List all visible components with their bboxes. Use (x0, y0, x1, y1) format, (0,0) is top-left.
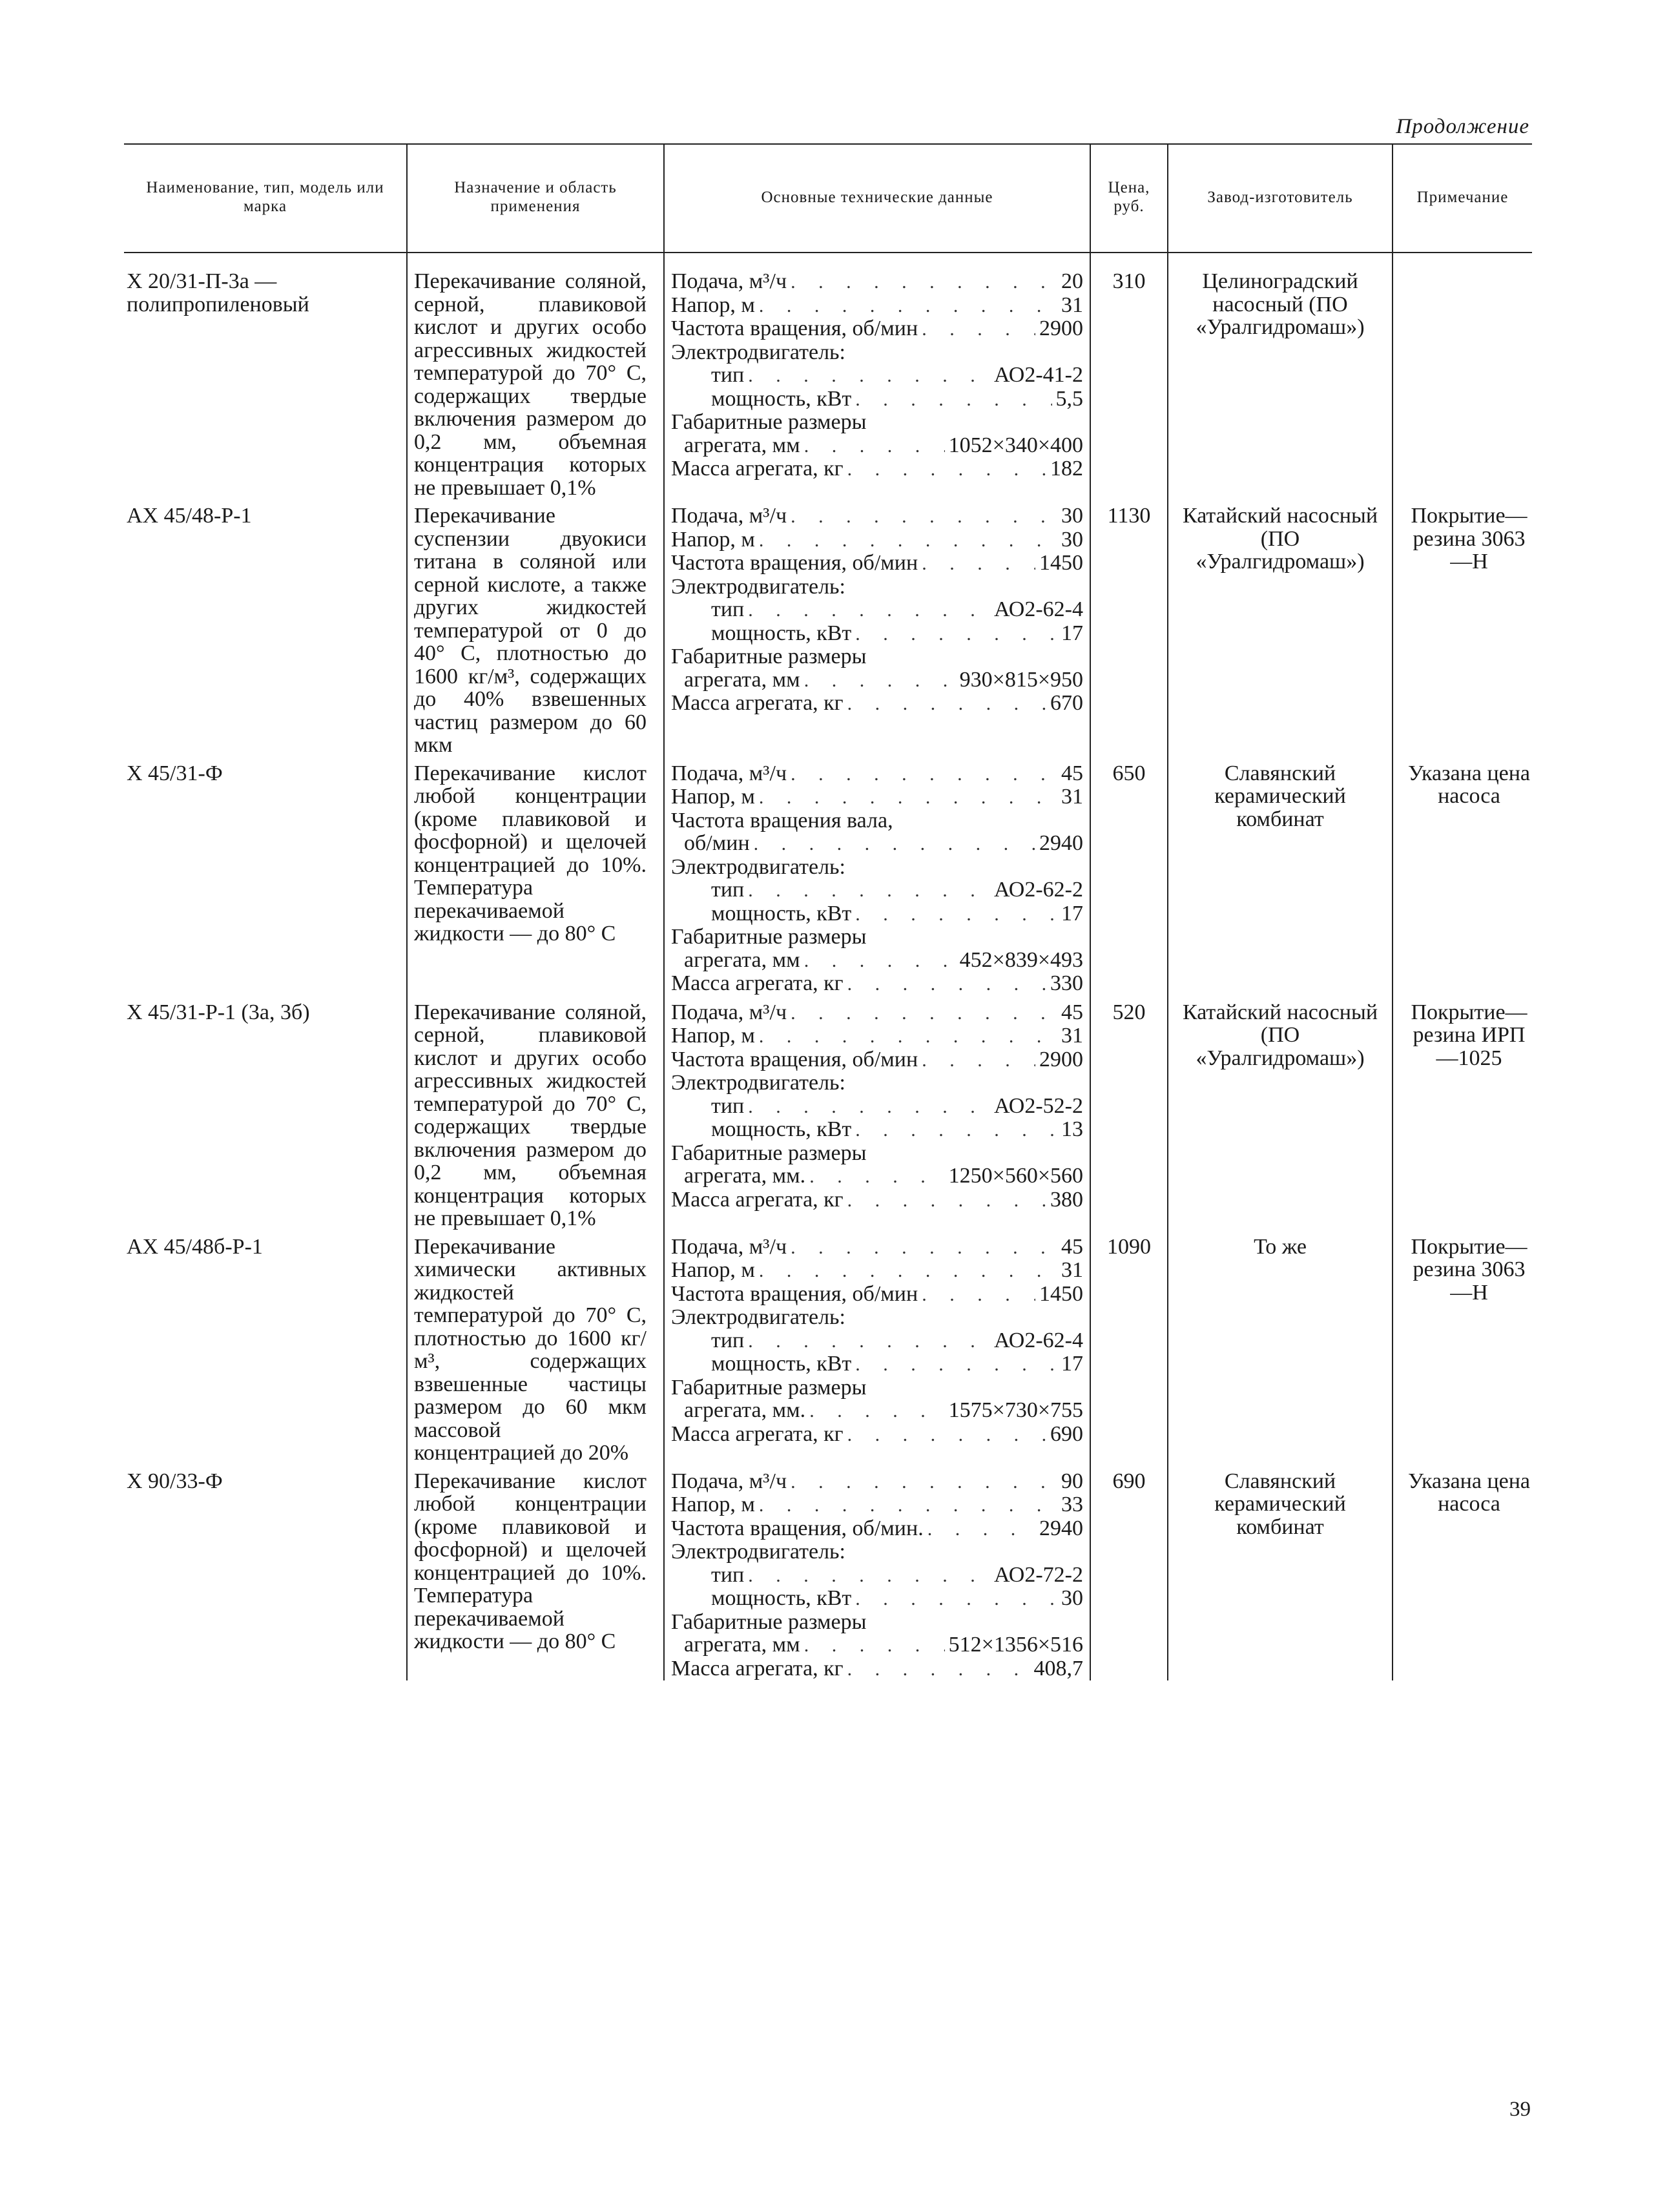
leader-dots (759, 786, 1057, 809)
column-header-maker: Завод-изготовитель (1168, 143, 1393, 252)
spec-label: Напор, м (671, 527, 755, 552)
spec-value: 31 (1061, 785, 1083, 809)
spec-value: 30 (1061, 504, 1083, 528)
pump-model-cell: Х 20/31-П-3а — полипропиленовый (127, 269, 309, 316)
spec-label: агрегата, мм. (684, 1398, 806, 1422)
spec-label: тип (711, 597, 745, 621)
spec-label: Напор, м (671, 1493, 755, 1516)
spec-line (671, 1352, 1083, 1376)
spec-line (671, 1259, 1083, 1283)
spec-value: АО2-72-2 (993, 1562, 1083, 1587)
leader-dots (759, 1025, 1057, 1048)
spec-line (671, 1657, 1083, 1681)
spec-label: Габаритные размеры (671, 1375, 867, 1400)
spec-line (671, 1235, 1083, 1259)
table-header-row (124, 143, 1532, 252)
spec-label: Электродвигатель: (671, 340, 845, 364)
leader-dots (847, 692, 1046, 716)
spec-line (671, 1423, 1083, 1447)
spec-label: мощность, кВт (711, 386, 852, 411)
leader-dots (847, 1658, 1030, 1681)
spec-line (671, 294, 1083, 318)
leader-dots (922, 552, 1035, 575)
specs-list (671, 1001, 1083, 1212)
spec-line (671, 1071, 1083, 1095)
spec-line (671, 1164, 1083, 1188)
spec-line (671, 317, 1083, 341)
leader-dots (748, 364, 990, 388)
purpose-cell: Перекачивание соляной, серной, плавиковой кислот и других особо агрессивных жидкостей температурой до 70° С, содержащих твердые включения размером до 0,2 мм, объемная концентрация которых не превышает 0,1% (407, 996, 664, 1230)
spec-label: Габаритные размеры (671, 925, 867, 949)
spec-value: 930×815×950 (959, 667, 1083, 692)
spec-value: 45 (1061, 1000, 1083, 1024)
spec-line (671, 434, 1083, 458)
spec-label: Подача, м³/ч (671, 1469, 787, 1493)
leader-dots (748, 599, 990, 622)
spec-line (671, 552, 1083, 575)
spec-line (671, 1142, 1083, 1165)
leader-dots (791, 271, 1057, 294)
specs-list (671, 504, 1083, 716)
specs-cell (664, 757, 1090, 996)
spec-line (671, 1024, 1083, 1048)
spec-line (671, 270, 1083, 294)
leader-dots (922, 1283, 1035, 1307)
spec-value: 31 (1061, 1024, 1083, 1048)
spec-line (671, 1118, 1083, 1142)
spec-label: агрегата, мм (684, 1633, 800, 1657)
note-cell: Покрытие— резина 3063—Н (1393, 1230, 1532, 1465)
spec-line (671, 692, 1083, 716)
note-cell: Указана цена насоса (1393, 757, 1532, 996)
specs-list (671, 1235, 1083, 1447)
pump-model-cell: Х 45/31-Р-1 (3а, 3б) (127, 1000, 310, 1024)
leader-dots (791, 1236, 1057, 1259)
table-row (124, 499, 1532, 757)
spec-line (671, 809, 1083, 832)
spec-value: АО2-62-4 (993, 1328, 1083, 1352)
column-header-price: Цена, руб. (1090, 143, 1168, 252)
spec-label: мощность, кВт (711, 1117, 852, 1141)
leader-dots (855, 1353, 1057, 1376)
leader-dots (847, 458, 1046, 481)
spec-label: Габаритные размеры (671, 1141, 867, 1165)
spec-line (671, 1587, 1083, 1611)
spec-label: Габаритные размеры (671, 645, 867, 668)
specs-cell (664, 499, 1090, 757)
pump-model-cell: Х 90/33-Ф (127, 1469, 223, 1493)
spec-line (671, 925, 1083, 949)
leader-dots (804, 435, 945, 458)
spec-value: 13 (1061, 1117, 1083, 1141)
leader-dots (748, 1564, 990, 1587)
table-row (124, 252, 1532, 499)
spec-line (671, 364, 1083, 388)
spec-label: тип (711, 1328, 745, 1352)
spec-value: 512×1356×516 (948, 1633, 1083, 1657)
purpose-cell: Перекачивание кислот любой концентрации (кроме плавиковой и фосфорной) и щелочей концентрацией до 10%. Температура перекачиваемой жидкости — до 80° С (407, 1465, 664, 1681)
leader-dots (847, 973, 1046, 996)
spec-line (671, 1376, 1083, 1400)
spec-line (671, 785, 1083, 809)
spec-label: Частота вращения, об/мин (671, 1047, 918, 1071)
spec-label: тип (711, 363, 745, 387)
spec-value: 31 (1061, 293, 1083, 317)
spec-line (671, 1633, 1083, 1657)
spec-line (671, 1306, 1083, 1329)
spec-label: Напор, м (671, 1024, 755, 1048)
leader-dots (847, 1189, 1046, 1212)
spec-line (671, 1470, 1083, 1494)
spec-value: 408,7 (1033, 1656, 1083, 1680)
purpose-cell: Перекачивание химически активных жидкостей температурой до 70° С, плотностью до 1600 кг/м³, содержащих взвешенные частицы размером до 60 мкм массовой концентрацией до 20% (407, 1230, 664, 1465)
spec-line (671, 1564, 1083, 1587)
spec-value: 690 (1050, 1421, 1083, 1446)
pump-model-cell: АХ 45/48б-Р-1 (127, 1234, 263, 1259)
spec-value: АО2-62-4 (993, 597, 1083, 621)
spec-value: 30 (1061, 1586, 1083, 1610)
pump-model-cell: АХ 45/48-Р-1 (127, 504, 252, 528)
leader-dots (922, 318, 1035, 341)
leader-dots (791, 505, 1057, 528)
spec-value: 2900 (1039, 316, 1083, 340)
table-row (124, 996, 1532, 1230)
spec-line (671, 949, 1083, 973)
spec-value: 1575×730×755 (948, 1398, 1083, 1422)
spec-value: 33 (1061, 1493, 1083, 1516)
spec-label: Масса агрегата, кг (671, 1187, 844, 1212)
spec-label: Напор, м (671, 1258, 755, 1282)
specs-list (671, 762, 1083, 996)
spec-value: 2940 (1039, 831, 1083, 855)
spec-value: 5,5 (1055, 386, 1083, 411)
spec-label: Электродвигатель: (671, 1305, 845, 1329)
spec-value: АО2-41-2 (993, 363, 1083, 387)
price-cell: 690 (1090, 1465, 1168, 1681)
leader-dots (759, 1259, 1057, 1283)
spec-label: Электродвигатель: (671, 854, 845, 879)
spec-value: 90 (1061, 1469, 1083, 1493)
spec-label: тип (711, 1093, 745, 1118)
leader-dots (855, 1119, 1057, 1142)
spec-value: 45 (1061, 1234, 1083, 1259)
table-row (124, 1230, 1532, 1465)
specs-cell (664, 996, 1090, 1230)
spec-line (671, 972, 1083, 996)
spec-label: Частота вращения, об/мин (671, 551, 918, 575)
spec-value: 20 (1061, 269, 1083, 293)
manufacturer-cell: То же (1168, 1230, 1393, 1465)
spec-line (671, 1283, 1083, 1307)
spec-value: 17 (1061, 621, 1083, 645)
specs-cell (664, 252, 1090, 499)
leader-dots (804, 669, 956, 692)
manufacturer-cell: Славянский керамический комбинат (1168, 1465, 1393, 1681)
leader-dots (804, 1634, 945, 1657)
spec-label: мощность, кВт (711, 1586, 852, 1610)
spec-label: Частота вращения вала, (671, 808, 893, 832)
manufacturer-cell: Целиноградский насосный (ПО «Уралгидромаш») (1168, 252, 1393, 499)
column-header-purpose: Назначение и область применения (407, 143, 664, 252)
specs-list (671, 1470, 1083, 1681)
leader-dots (855, 388, 1051, 411)
leader-dots (754, 832, 1035, 856)
table-row (124, 757, 1532, 996)
spec-value: 2900 (1039, 1047, 1083, 1071)
continuation-label: Продолжение (1396, 115, 1529, 138)
leader-dots (855, 623, 1057, 646)
spec-value: АО2-52-2 (993, 1093, 1083, 1118)
spec-line (671, 878, 1083, 902)
spec-line (671, 668, 1083, 692)
spec-line (671, 1048, 1083, 1072)
spec-line (671, 504, 1083, 528)
spec-line (671, 832, 1083, 856)
spec-value: 17 (1061, 901, 1083, 925)
note-cell: Указана цена насоса (1393, 1465, 1532, 1681)
leader-dots (748, 1095, 990, 1119)
spec-label: тип (711, 1562, 745, 1587)
specs-cell (664, 1465, 1090, 1681)
spec-label: Масса агрегата, кг (671, 1421, 844, 1446)
spec-label: агрегата, мм. (684, 1164, 806, 1188)
purpose-cell: Перекачивание соляной, серной, плавиковой кислот и других особо агрессивных жидкостей температурой до 70° С, содержащих твердые включения размером до 0,2 мм, объемная концентрация которых не превышает 0,1% (407, 252, 664, 499)
purpose-cell: Перекачивание суспензии двуокиси титана в соляной или серной кислоте, а также других жидкостей температурой от 0 до 40° С, плотностью до 1600 кг/м³, содержащих до 40% взвешенных частиц размером до 60 мкм (407, 499, 664, 757)
spec-value: 380 (1050, 1187, 1083, 1212)
spec-line (671, 622, 1083, 646)
spec-value: 31 (1061, 1258, 1083, 1282)
spec-value: 1250×560×560 (948, 1164, 1083, 1188)
leader-dots (809, 1165, 944, 1188)
spec-line (671, 645, 1083, 668)
spec-value: 670 (1050, 691, 1083, 715)
spec-label: об/мин (684, 831, 750, 855)
pump-model-cell: Х 45/31-Ф (127, 761, 223, 785)
spec-line (671, 1188, 1083, 1212)
spec-line (671, 902, 1083, 926)
spec-label: Подача, м³/ч (671, 504, 787, 528)
table-row (124, 1465, 1532, 1681)
price-cell: 1090 (1090, 1230, 1168, 1465)
spec-value: 330 (1050, 971, 1083, 995)
spec-line (671, 411, 1083, 434)
spec-line (671, 528, 1083, 552)
spec-line (671, 1095, 1083, 1119)
column-header-specs: Основные технические данные (664, 143, 1090, 252)
price-cell: 310 (1090, 252, 1168, 499)
price-cell: 520 (1090, 996, 1168, 1230)
spec-line (671, 1611, 1083, 1634)
purpose-cell: Перекачивание кислот любой концентрации (кроме плавиковой и фосфорной) и щелочей концентрацией до 10%. Температура перекачиваемой жидкости — до 80° С (407, 757, 664, 996)
spec-value: 17 (1061, 1352, 1083, 1376)
spec-line (671, 856, 1083, 879)
spec-label: Габаритные размеры (671, 1609, 867, 1634)
spec-label: агрегата, мм (684, 433, 800, 457)
leader-dots (748, 879, 990, 902)
spec-label: Напор, м (671, 293, 755, 317)
leader-dots (804, 949, 956, 973)
price-cell: 1130 (1090, 499, 1168, 757)
spec-value: 1450 (1039, 551, 1083, 575)
manufacturer-cell: Катайский насосный (ПО «Уралгидромаш») (1168, 499, 1393, 757)
spec-label: Электродвигатель: (671, 1540, 845, 1564)
spec-value: 30 (1061, 527, 1083, 552)
spec-label: агрегата, мм (684, 947, 800, 972)
manufacturer-cell: Катайский насосный (ПО «Уралгидромаш») (1168, 996, 1393, 1230)
spec-value: 452×839×493 (959, 947, 1083, 972)
pump-specification-table (124, 143, 1532, 1680)
spec-value: 1052×340×400 (948, 433, 1083, 457)
spec-line (671, 1540, 1083, 1564)
leader-dots (922, 1049, 1035, 1072)
spec-label: тип (711, 878, 745, 902)
spec-label: мощность, кВт (711, 901, 852, 925)
spec-label: Электродвигатель: (671, 574, 845, 599)
spec-value: 1450 (1039, 1281, 1083, 1306)
leader-dots (759, 529, 1057, 552)
spec-line (671, 1001, 1083, 1025)
spec-line (671, 598, 1083, 622)
spec-line (671, 575, 1083, 599)
leader-dots (809, 1400, 944, 1423)
leader-dots (791, 763, 1057, 786)
spec-label: Масса агрегата, кг (671, 691, 844, 715)
column-header-note: Примечание (1393, 143, 1532, 252)
spec-line (671, 341, 1083, 364)
note-cell (1393, 252, 1532, 499)
leader-dots (748, 1330, 990, 1353)
spec-label: Подача, м³/ч (671, 269, 787, 293)
spec-label: Частота вращения, об/мин. (671, 1516, 924, 1540)
spec-value: 182 (1050, 457, 1083, 481)
spec-line (671, 1399, 1083, 1423)
column-header-name: Наименование, тип, модель или марка (146, 179, 384, 215)
leader-dots (927, 1518, 1035, 1541)
spec-line (671, 762, 1083, 786)
spec-label: Частота вращения, об/мин (671, 1281, 918, 1306)
spec-value: АО2-62-2 (993, 878, 1083, 902)
spec-label: Напор, м (671, 785, 755, 809)
spec-label: Подача, м³/ч (671, 761, 787, 785)
specs-cell (664, 1230, 1090, 1465)
spec-line (671, 457, 1083, 481)
spec-label: Электродвигатель: (671, 1071, 845, 1095)
spec-line (671, 1517, 1083, 1541)
spec-label: мощность, кВт (711, 621, 852, 645)
leader-dots (791, 1471, 1057, 1494)
leader-dots (791, 1002, 1057, 1025)
price-cell: 650 (1090, 757, 1168, 996)
leader-dots (855, 903, 1057, 926)
specs-list (671, 270, 1083, 481)
spec-label: мощность, кВт (711, 1352, 852, 1376)
spec-label: Габаритные размеры (671, 410, 867, 434)
manufacturer-cell: Славянский керамический комбинат (1168, 757, 1393, 996)
spec-label: Частота вращения, об/мин (671, 316, 918, 340)
spec-label: Масса агрегата, кг (671, 1656, 844, 1680)
note-cell: Покрытие— резина 3063—Н (1393, 499, 1532, 757)
spec-value: 45 (1061, 761, 1083, 785)
note-cell: Покрытие— резина ИРП—1025 (1393, 996, 1532, 1230)
leader-dots (759, 295, 1057, 318)
spec-line (671, 388, 1083, 411)
spec-value: 2940 (1039, 1516, 1083, 1540)
spec-label: Масса агрегата, кг (671, 457, 844, 481)
page-number: 39 (1509, 2098, 1531, 2121)
spec-label: Подача, м³/ч (671, 1234, 787, 1259)
spec-line (671, 1329, 1083, 1353)
spec-label: Масса агрегата, кг (671, 971, 844, 995)
spec-line (671, 1493, 1083, 1517)
leader-dots (847, 1423, 1046, 1447)
spec-label: агрегата, мм (684, 667, 800, 692)
spec-label: Подача, м³/ч (671, 1000, 787, 1024)
leader-dots (759, 1494, 1057, 1517)
leader-dots (855, 1587, 1057, 1611)
